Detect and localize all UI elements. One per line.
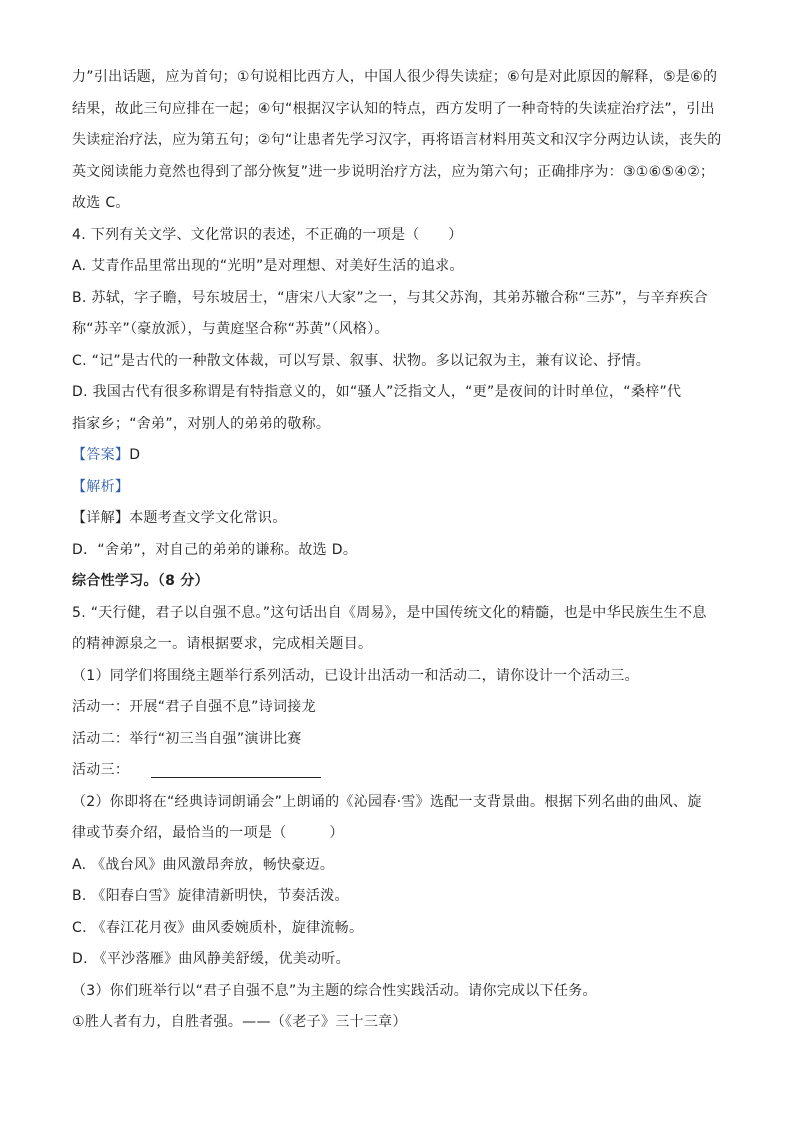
subquestion-2-cont: 律或节奏介绍，最恰当的一项是（ ） bbox=[72, 825, 344, 841]
answer-line bbox=[72, 440, 722, 472]
music-option-a: A. 《战台风》曲风激昂奔放，畅快豪迈。 bbox=[72, 856, 335, 873]
detail-tag: 【详解】 bbox=[72, 510, 130, 526]
detail-text: 本题考查文学文化常识。 bbox=[129, 510, 287, 526]
detail-explanation: D．“舍弟”，对自己的弟弟的谦称。故选 D。 bbox=[72, 541, 358, 558]
document-page bbox=[72, 62, 722, 1039]
subquestion-1: （1）同学们将围绕主题举行系列活动，已设计出活动一和活动二，请你设计一个活动三。 bbox=[72, 667, 639, 684]
activity-2: 活动二：举行“初三当自强”演讲比赛 bbox=[72, 730, 302, 747]
option-b: B. 苏轼，字子瞻，号东坡居士，“唐宋八大家”之一，与其父苏洵，其弟苏辙合称“三苏”，与辛弃疾合 bbox=[72, 289, 708, 306]
answer-value: D bbox=[129, 447, 141, 463]
text-line: 失读症治疗法，应为第五句；②句“让患者先学习汉字，再将语言材料用英文和汉字分两边认读，丧失的 bbox=[72, 132, 722, 148]
subquestion-2: （2）你即将在“经典诗词朗诵会”上朗诵的《沁园春·雪》选配一支背景曲。根据下列名曲的曲风、旋 bbox=[72, 793, 702, 810]
analysis-tag: 【解析】 bbox=[72, 478, 130, 495]
music-option-d: D. 《平沙落雁》曲风静美舒缓，优美动听。 bbox=[72, 951, 350, 967]
question-4: 4. 下列有关文学、文化常识的表述，不正确的一项是（ ） bbox=[72, 226, 463, 243]
music-option-c: C. 《春江花月夜》曲风委婉质朴，旋律流畅。 bbox=[72, 919, 364, 936]
option-d-cont: 指家乡；“舍弟”，对别人的弟弟的敬称。 bbox=[72, 415, 331, 432]
text-line: 结果，故此三句应排在一起；④句“根据汉字认知的特点，西方发明了一种奇特的失读症治疗法”，引出 bbox=[72, 100, 715, 117]
question-5-cont: 的精神源泉之一。请根据要求，完成相关题目。 bbox=[72, 636, 373, 652]
activity-1: 活动一：开展“君子自强不息”诗词接龙 bbox=[72, 699, 316, 715]
option-d: D. 我国古代有很多称谓是有特指意义的，如“骚人”泛指文人，“更”是夜间的计时单位，“桑梓”代 bbox=[72, 384, 682, 400]
music-option-b: B. 《阳春白雪》旋律清新明快，节奏活泼。 bbox=[72, 888, 349, 904]
answer-tag: 【答案】 bbox=[72, 447, 130, 463]
option-b-cont: 称“苏辛”（豪放派），与黄庭坚合称“苏黄”（风格）。 bbox=[72, 321, 389, 337]
text-line: 故选 C。 bbox=[72, 195, 130, 211]
option-c: C. “记”是古代的一种散文体裁，可以写景、叙事、状物。多以记叙为主，兼有议论、抒情。 bbox=[72, 352, 651, 369]
quote-line: ①胜人者有力，自胜者强。——（《老子》三十三章） bbox=[72, 1014, 407, 1030]
answer-blank[interactable] bbox=[151, 763, 321, 778]
subquestion-3: （3）你们班举行以“君子自强不息”为主题的综合性实践活动。请你完成以下任务。 bbox=[72, 982, 597, 999]
text-line: 英文阅读能力竟然也得到了部分恢复”进一步说明治疗方法，应为第六句；正确排序为：③①⑥⑤④②； bbox=[72, 163, 715, 180]
detail-line bbox=[72, 503, 722, 535]
activity-3 bbox=[72, 755, 722, 787]
section-heading: 综合性学习。（8 分） bbox=[72, 573, 209, 589]
question-5: 5. “天行健，君子以自强不息。”这句话出自《周易》，是中国传统文化的精髓，也是中华民族生生不息 bbox=[72, 604, 707, 621]
text-line: 力”引出话题，应为首句；①句说相比西方人，中国人很少得失读症；⑥句是对此原因的解释，⑤是⑥的 bbox=[72, 69, 718, 85]
option-a: A. 艾青作品里常出现的“光明”是对理想、对美好生活的追求。 bbox=[72, 258, 464, 274]
activity-3-label: 活动三： bbox=[72, 762, 130, 778]
